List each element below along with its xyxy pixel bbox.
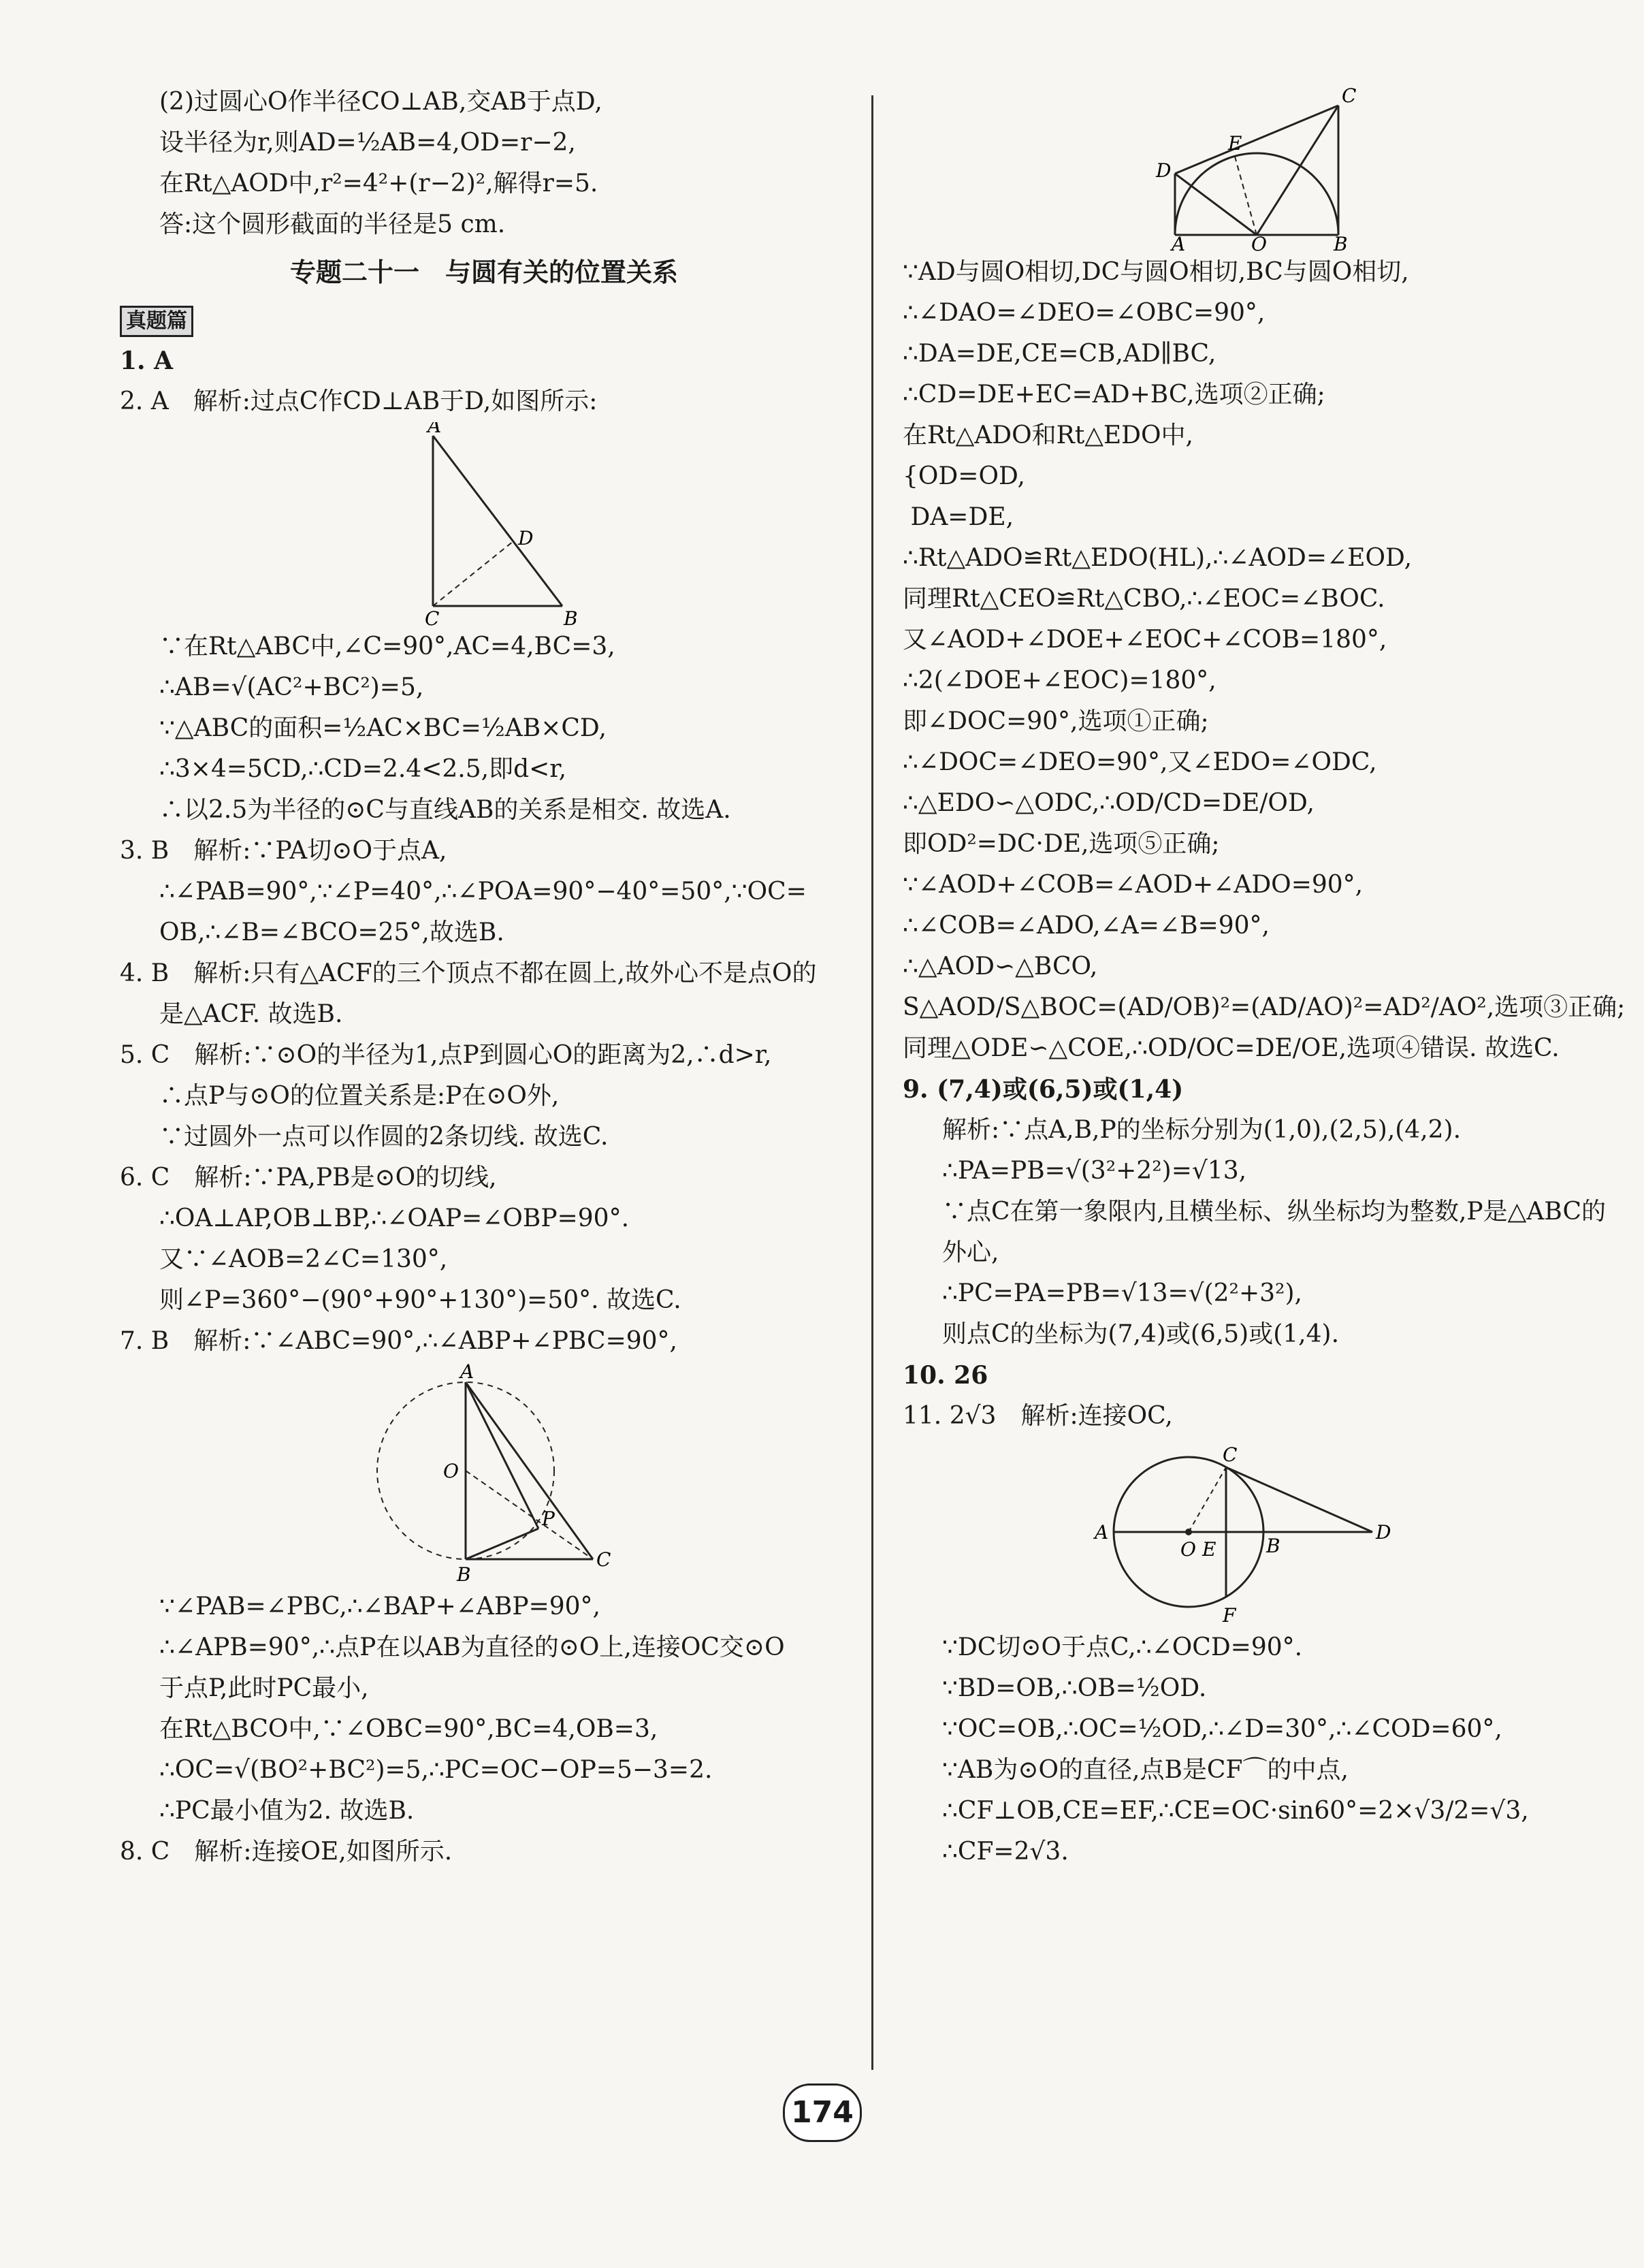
text-line: 又∠AOD+∠DOE+∠EOC+∠COB=180°,: [903, 626, 1387, 654]
text-line: ∴点P与⊙O的位置关系是:P在⊙O外,: [159, 1082, 560, 1110]
text-line: 在Rt△AOD中,r²=4²+(r−2)²,解得r=5.: [159, 170, 598, 197]
text-line: 答:这个圆形截面的半径是5 cm.: [159, 210, 506, 238]
text-line: ∴∠APB=90°,∴点P在以AB为直径的⊙O上,连接OC交⊙O: [159, 1633, 785, 1661]
label-C: C: [1342, 84, 1357, 107]
label-F: F: [1223, 1604, 1236, 1627]
section-title: 专题二十一 与圆有关的位置关系: [289, 257, 678, 287]
label-E: E: [1228, 132, 1242, 155]
text-line: ∴PA=PB=√(3²+2²)=√13,: [942, 1157, 1247, 1185]
column-divider: [871, 95, 873, 2070]
label-O: O: [443, 1460, 459, 1482]
answer-5: 5. C 解析:∵⊙O的半径为1,点P到圆心O的距离为2,∴d>r,: [120, 1041, 772, 1069]
label-O: O: [1180, 1538, 1196, 1561]
text-line: 又∵∠AOB=2∠C=130°,: [159, 1245, 448, 1273]
text-line: ∴DA=DE,CE=CB,AD∥BC,: [903, 340, 1216, 368]
text-line: 在Rt△BCO中,∵∠OBC=90°,BC=4,OB=3,: [159, 1715, 658, 1743]
section-tag: 真题篇: [120, 306, 193, 337]
text-line: ∵△ABC的面积=½AC×BC=½AB×CD,: [159, 714, 607, 742]
text-line: ∵过圆外一点可以作圆的2条切线. 故选C.: [159, 1123, 609, 1151]
label-E: E: [1202, 1538, 1216, 1561]
text-line: ∵AB为⊙O的直径,点B是CF⌒的中点,: [942, 1756, 1349, 1784]
label-C: C: [1223, 1443, 1238, 1466]
text-line: ∴OC=√(BO²+BC²)=5,∴PC=OC−OP=5−3=2.: [159, 1756, 713, 1784]
text-line: ∴∠PAB=90°,∵∠P=40°,∴∠POA=90°−40°=50°,∵OC=: [159, 878, 807, 906]
text-line: ∴CF⊥OB,CE=EF,∴CE=OC·sin60°=2×√3/2=√3,: [942, 1797, 1529, 1825]
text-line: 设半径为r,则AD=½AB=4,OD=r−2,: [159, 129, 576, 157]
text-line: ∴∠DOC=∠DEO=90°,又∠EDO=∠ODC,: [903, 748, 1377, 776]
text-line: 即∠DOC=90°,选项①正确;: [903, 707, 1209, 735]
answer-4: 4. B 解析:只有△ACF的三个顶点不都在圆上,故外心不是点O的: [120, 959, 817, 987]
text-line: OB,∴∠B=∠BCO=25°,故选B.: [159, 919, 504, 946]
text-line: 是△ACF. 故选B.: [159, 1000, 343, 1028]
left-column: [120, 82, 848, 1872]
text-line: ∴△EDO∽△ODC,∴OD/CD=DE/OD,: [903, 789, 1315, 817]
label-D: D: [518, 527, 534, 549]
label-A: A: [460, 1362, 474, 1383]
figure-circle-apbc: [120, 1362, 848, 1586]
text-line: ∵BD=OB,∴OB=½OD.: [942, 1674, 1207, 1702]
text-line: 于点P,此时PC最小,: [159, 1674, 369, 1702]
label-C: C: [425, 607, 440, 626]
text-line: ∵AD与圆O相切,DC与圆O相切,BC与圆O相切,: [903, 258, 1409, 286]
page-number: 174: [783, 2083, 862, 2142]
text-line: ∴∠DAO=∠DEO=∠OBC=90°,: [903, 299, 1266, 327]
answer-3: 3. B 解析:∵PA切⊙O于点A,: [120, 837, 447, 865]
text-line: 则点C的坐标为(7,4)或(6,5)或(1,4).: [942, 1320, 1340, 1348]
text-line: ∴以2.5为半径的⊙C与直线AB的关系是相交. 故选A.: [159, 796, 731, 824]
text-line: ∴AB=√(AC²+BC²)=5,: [159, 673, 424, 701]
label-P: P: [542, 1507, 555, 1530]
figure-circle-tangent: [903, 1437, 1631, 1627]
text-line: 外心,: [942, 1239, 999, 1266]
text-line: ∴∠COB=∠ADO,∠A=∠B=90°,: [903, 912, 1270, 940]
text-line: ∵∠AOD+∠COB=∠AOD+∠ADO=90°,: [903, 871, 1364, 899]
label-D: D: [1156, 159, 1172, 182]
text-line: S△AOD/S△BOC=(AD/OB)²=(AD/AO)²=AD²/AO²,选项③正确;: [903, 993, 1626, 1021]
text-line: ∵在Rt△ABC中,∠C=90°,AC=4,BC=3,: [159, 633, 615, 660]
answer-10: 10. 26: [903, 1361, 988, 1390]
text-line: ∴OA⊥AP,OB⊥BP,∴∠OAP=∠OBP=90°.: [159, 1204, 630, 1232]
right-column: [903, 14, 1631, 1872]
label-B: B: [564, 607, 578, 626]
label-A: A: [1095, 1521, 1109, 1544]
text-line: {OD=OD,: [903, 462, 1025, 490]
text-line: ∴△AOD∽△BCO,: [903, 953, 1098, 980]
text-line: ∴3×4=5CD,∴CD=2.4<2.5,即d<r,: [159, 755, 567, 783]
text-line: ∴CD=DE+EC=AD+BC,选项②正确;: [903, 381, 1325, 409]
figure-triangle-abc: [120, 422, 848, 626]
text-line: ∴PC=PA=PB=√13=√(2²+3²),: [942, 1279, 1302, 1307]
text-line: ∵DC切⊙O于点C,∴∠OCD=90°.: [942, 1633, 1303, 1661]
answer-8-head: 8. C 解析:连接OE,如图所示.: [120, 1838, 453, 1866]
label-O: O: [1251, 233, 1267, 252]
label-A: A: [428, 422, 442, 437]
label-D: D: [1376, 1521, 1391, 1544]
label-B: B: [1266, 1535, 1280, 1557]
text-line: 同理△ODE∽△COE,∴OD/OC=DE/OE,选项④错误. 故选C.: [903, 1034, 1560, 1062]
text-line: ∴Rt△ADO≌Rt△EDO(HL),∴∠AOD=∠EOD,: [903, 544, 1413, 572]
text-line: ∴PC最小值为2. 故选B.: [159, 1797, 415, 1825]
answer-11-head: 11. 2√3 解析:连接OC,: [903, 1402, 1173, 1430]
text-line: 解析:∵点A,B,P的坐标分别为(1,0),(2,5),(4,2).: [942, 1116, 1462, 1144]
label-B: B: [457, 1563, 471, 1586]
text-line: ∵OC=OB,∴OC=½OD,∴∠D=30°,∴∠COD=60°,: [942, 1715, 1502, 1743]
text-line: 在Rt△ADO和Rt△EDO中,: [903, 421, 1193, 449]
text-line: (2)过圆心O作半径CO⊥AB,交AB于点D,: [159, 88, 602, 116]
text-line: ∵点C在第一象限内,且横坐标、纵坐标均为整数,P是△ABC的: [942, 1198, 1607, 1226]
answer-6: 6. C 解析:∵PA,PB是⊙O的切线,: [120, 1164, 497, 1192]
label-A: A: [1172, 233, 1186, 252]
text-line: 同理Rt△CEO≌Rt△CBO,∴∠EOC=∠BOC.: [903, 585, 1385, 613]
text-line: DA=DE,: [903, 503, 1014, 531]
answer-1: 1. A: [120, 347, 174, 375]
text-line: ∴CF=2√3.: [942, 1838, 1069, 1866]
answer-2-head: 2. A 解析:过点C作CD⊥AB于D,如图所示:: [120, 387, 598, 415]
answer-9: 9. (7,4)或(6,5)或(1,4): [903, 1075, 1184, 1104]
text-line: ∴2(∠DOE+∠EOC)=180°,: [903, 667, 1216, 694]
label-B: B: [1334, 233, 1348, 252]
text-line: 即OD²=DC·DE,选项⑤正确;: [903, 830, 1220, 858]
answer-7-head: 7. B 解析:∵∠ABC=90°,∴∠ABP+∠PBC=90°,: [120, 1327, 678, 1355]
label-C: C: [596, 1548, 611, 1571]
figure-trapezoid-semicircle: [903, 14, 1631, 252]
text-line: ∵∠PAB=∠PBC,∴∠BAP+∠ABP=90°,: [159, 1593, 600, 1620]
text-line: 则∠P=360°−(90°+90°+130°)=50°. 故选C.: [159, 1286, 681, 1314]
